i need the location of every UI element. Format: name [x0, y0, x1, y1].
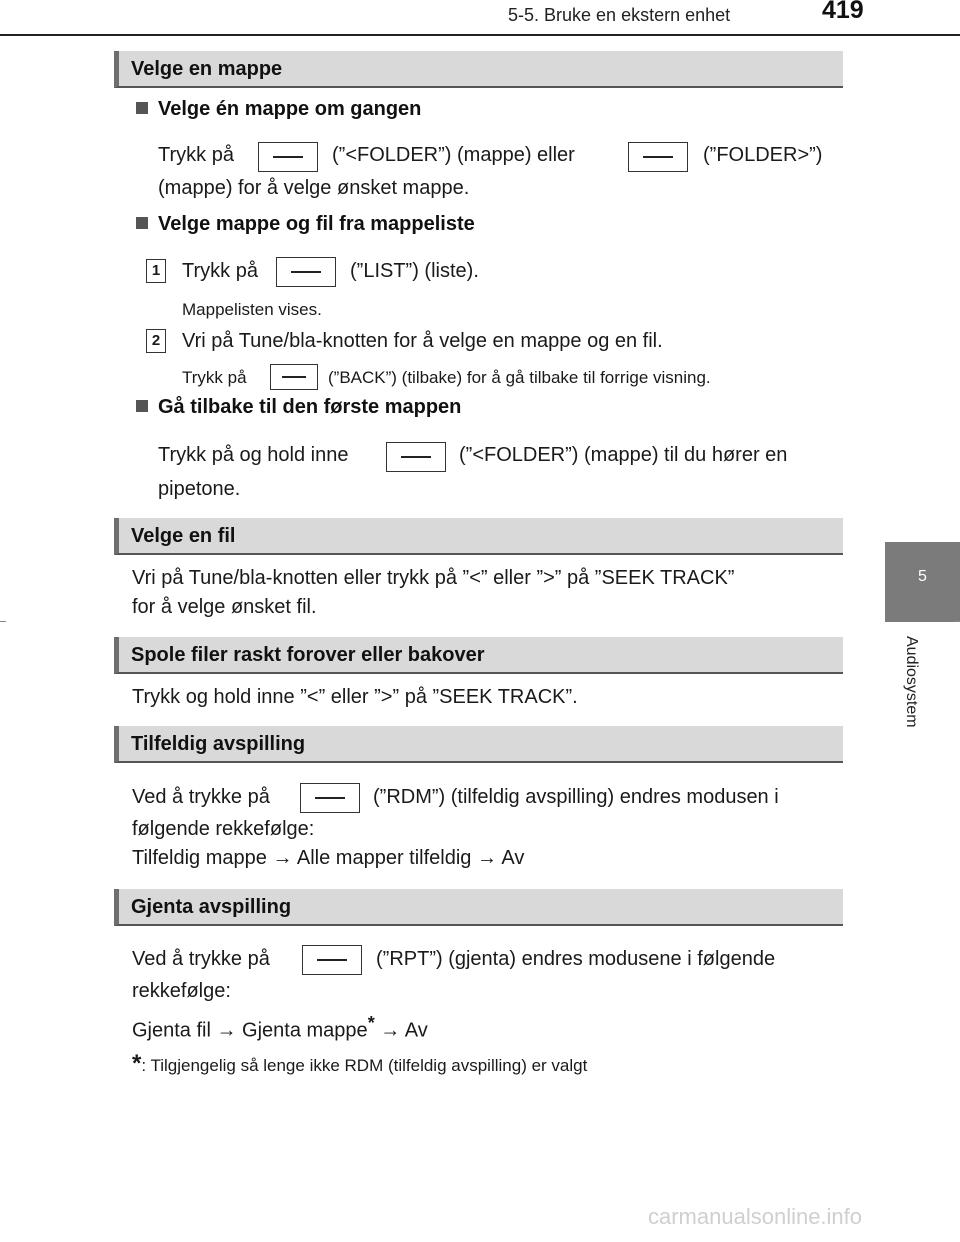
step-number-2: 2: [146, 329, 166, 353]
rdm-button: [300, 783, 360, 813]
rpt-button: [302, 945, 362, 975]
section-title: Spole filer raskt forover eller bakover: [131, 644, 485, 666]
step-note: Trykk på: [182, 368, 247, 387]
step-number-1: 1: [146, 259, 166, 283]
list-button: [276, 257, 336, 287]
paragraph-line: følgende rekkefølge:: [132, 818, 315, 840]
folder-next-button: [628, 142, 688, 172]
square-bullet-icon: [136, 400, 148, 412]
paragraph-line: (”RPT”) (gjenta) endres modusene i følgende: [376, 948, 776, 970]
section-title: Gjenta avspilling: [131, 896, 292, 918]
section-title: Velge en mappe: [131, 58, 283, 80]
paragraph-line: rekkefølge:: [132, 980, 231, 1002]
header-rule: [0, 34, 960, 36]
paragraph-line: Tilfeldig mappe → Alle mapper tilfeldig → Av: [132, 847, 525, 869]
button-icon: [317, 959, 347, 961]
back-button: [270, 364, 318, 390]
paragraph-line: Vri på Tune/bla-knotten eller trykk på ”<” eller ”>” på ”SEEK TRACK”: [132, 567, 735, 589]
paragraph-line: Ved å trykke på: [132, 948, 270, 970]
page-number: 419: [822, 0, 864, 24]
button-icon: [643, 156, 673, 158]
button-icon: [291, 271, 321, 273]
square-bullet-icon: [136, 102, 148, 114]
section-header-mappe: [114, 51, 843, 88]
crop-mark-left: [0, 621, 6, 622]
header-section-title: 5-5. Bruke en ekstern enhet: [508, 5, 731, 25]
section-header-gjenta: [114, 889, 843, 926]
paragraph-line: for å velge ønsket fil.: [132, 596, 317, 618]
paragraph-line: Trykk på og hold inne: [158, 444, 349, 466]
button-icon: [315, 797, 345, 799]
subheading-velge-en-mappe: Velge én mappe om gangen: [136, 98, 421, 121]
paragraph-line: (”RDM”) (tilfeldig avspilling) endres modusen i: [373, 786, 779, 808]
step-text: Trykk på: [182, 260, 258, 282]
watermark: carmanualsonline.info: [648, 1204, 863, 1229]
paragraph-line: (”<FOLDER”) (mappe) til du hører en: [459, 444, 788, 466]
subheading-forste-mappe: Gå tilbake til den første mappen: [136, 396, 461, 419]
crop-mark-right: [954, 621, 960, 622]
button-icon: [282, 376, 306, 378]
section-title: Tilfeldig avspilling: [131, 733, 306, 755]
paragraph-line: Ved å trykke på: [132, 786, 270, 808]
footnote: *: Tilgjengelig så lenge ikke RDM (tilfeldig avspilling) er valgt: [132, 1050, 588, 1077]
folder-prev-button: [386, 442, 446, 472]
paragraph-line: (”<FOLDER”) (mappe) eller: [332, 144, 575, 166]
chapter-label: Audiosystem: [903, 636, 920, 728]
paragraph-line: Gjenta fil → Gjenta mappe* → Av: [132, 1013, 428, 1042]
step-note: (”BACK”) (tilbake) for å gå tilbake til forrige visning.: [328, 368, 711, 387]
subheading-mappeliste: Velge mappe og fil fra mappeliste: [136, 213, 475, 236]
paragraph-line: pipetone.: [158, 478, 241, 500]
button-icon: [273, 156, 303, 158]
paragraph-line: Trykk på: [158, 144, 234, 166]
section-header-fil: [114, 518, 843, 555]
step-text: (”LIST”) (liste).: [350, 260, 479, 282]
paragraph-line: (”FOLDER>”): [703, 144, 823, 166]
chapter-number: 5: [918, 568, 927, 585]
paragraph-line: Trykk og hold inne ”<” eller ”>” på ”SEEK TRACK”.: [132, 686, 578, 708]
button-icon: [401, 456, 431, 458]
section-title: Velge en fil: [131, 525, 236, 547]
section-header-tilfeldig: [114, 726, 843, 763]
folder-prev-button: [258, 142, 318, 172]
step-note: Mappelisten vises.: [182, 300, 322, 319]
step-text: Vri på Tune/bla-knotten for å velge en mappe og en fil.: [182, 330, 663, 352]
square-bullet-icon: [136, 217, 148, 229]
section-header-spole: [114, 637, 843, 674]
paragraph-line: (mappe) for å velge ønsket mappe.: [158, 177, 470, 199]
